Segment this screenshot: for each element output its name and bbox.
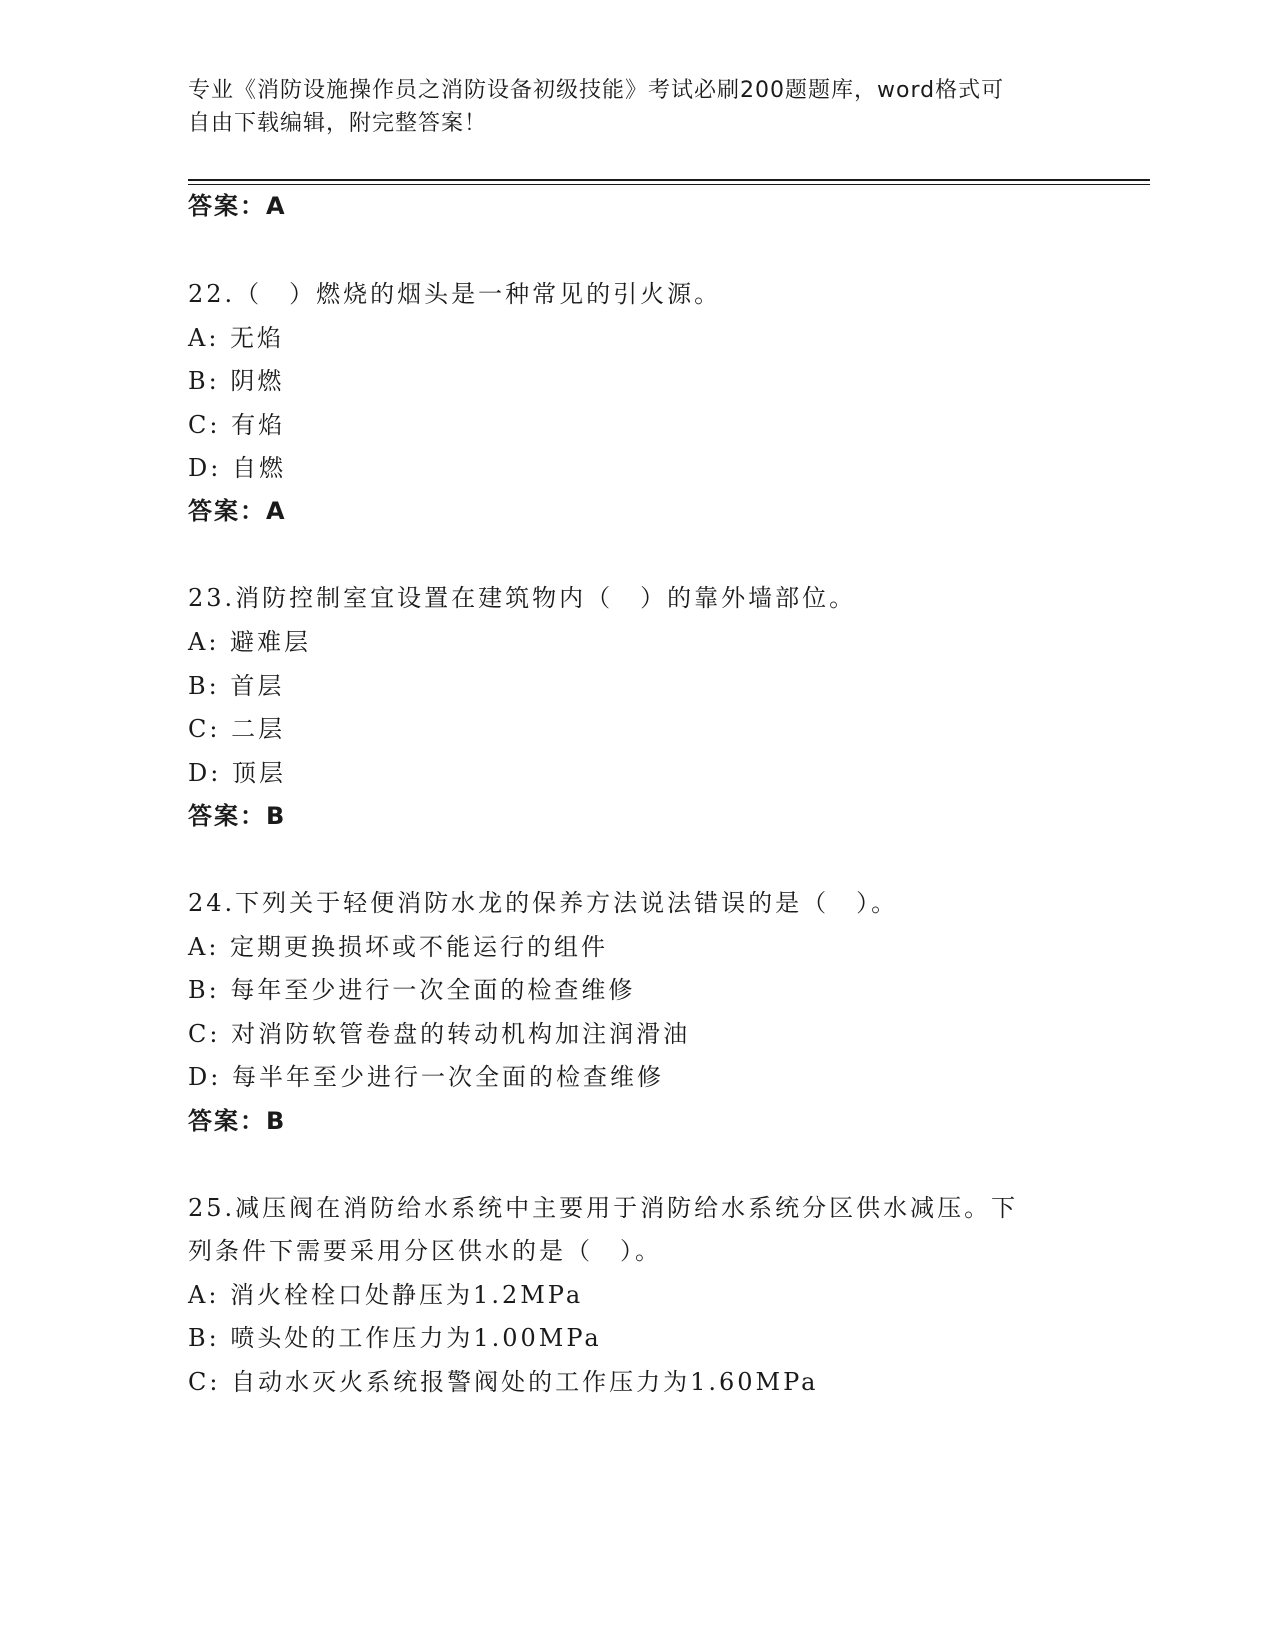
question-24-option-c: C: 对消防软管卷盘的转动机构加注润滑油 [188, 1020, 691, 1048]
question-23-answer: 答案：B [188, 802, 287, 830]
question-22-option-b: B: 阴燃 [188, 367, 285, 395]
question-23-option-d: D: 顶层 [188, 759, 286, 787]
question-25-option-c: C: 自动水灭火系统报警阀处的工作压力为1.60MPa [188, 1368, 819, 1396]
question-24-option-a: A: 定期更换损坏或不能运行的组件 [188, 933, 609, 961]
question-23-option-c: C: 二层 [188, 715, 286, 743]
question-23-stem: 23.消防控制室宜设置在建筑物内（ ）的靠外墙部位。 [188, 584, 857, 612]
question-23-option-b: B: 首层 [188, 672, 285, 700]
question-25-option-a: A: 消火栓栓口处静压为1.2MPa [188, 1281, 584, 1309]
question-22-option-a: A: 无焰 [188, 324, 285, 352]
question-24-option-d: D: 每半年至少进行一次全面的检查维修 [188, 1063, 664, 1091]
header-line-2: 自由下载编辑，附完整答案！ [188, 111, 488, 136]
question-23-option-a: A: 避难层 [188, 628, 312, 656]
document-header [188, 74, 1088, 140]
question-22-option-c: C: 有焰 [188, 411, 286, 439]
question-24-option-b: B: 每年至少进行一次全面的检查维修 [188, 976, 636, 1004]
question-22-answer: 答案：A [188, 497, 287, 525]
question-24-stem: 24.下列关于轻便消防水龙的保养方法说法错误的是（ ）。 [188, 889, 899, 917]
question-25-stem-line-1: 25.减压阀在消防给水系统中主要用于消防给水系统分区供水减压。下 [188, 1194, 1019, 1222]
question-25-option-b: B: 喷头处的工作压力为1.00MPa [188, 1324, 602, 1352]
question-22-stem: 22.（ ）燃烧的烟头是一种常见的引火源。 [188, 280, 722, 308]
question-25-stem-line-2: 列条件下需要采用分区供水的是（ ）。 [188, 1237, 662, 1265]
question-22-option-d: D: 自燃 [188, 454, 286, 482]
header-divider-thin [188, 184, 1150, 185]
header-divider [188, 179, 1150, 181]
header-line-1: 专业《消防设施操作员之消防设备初级技能》考试必刷200题题库，word格式可 [188, 78, 1005, 103]
answer-prev: 答案：A [188, 192, 287, 220]
question-24-answer: 答案：B [188, 1107, 287, 1135]
